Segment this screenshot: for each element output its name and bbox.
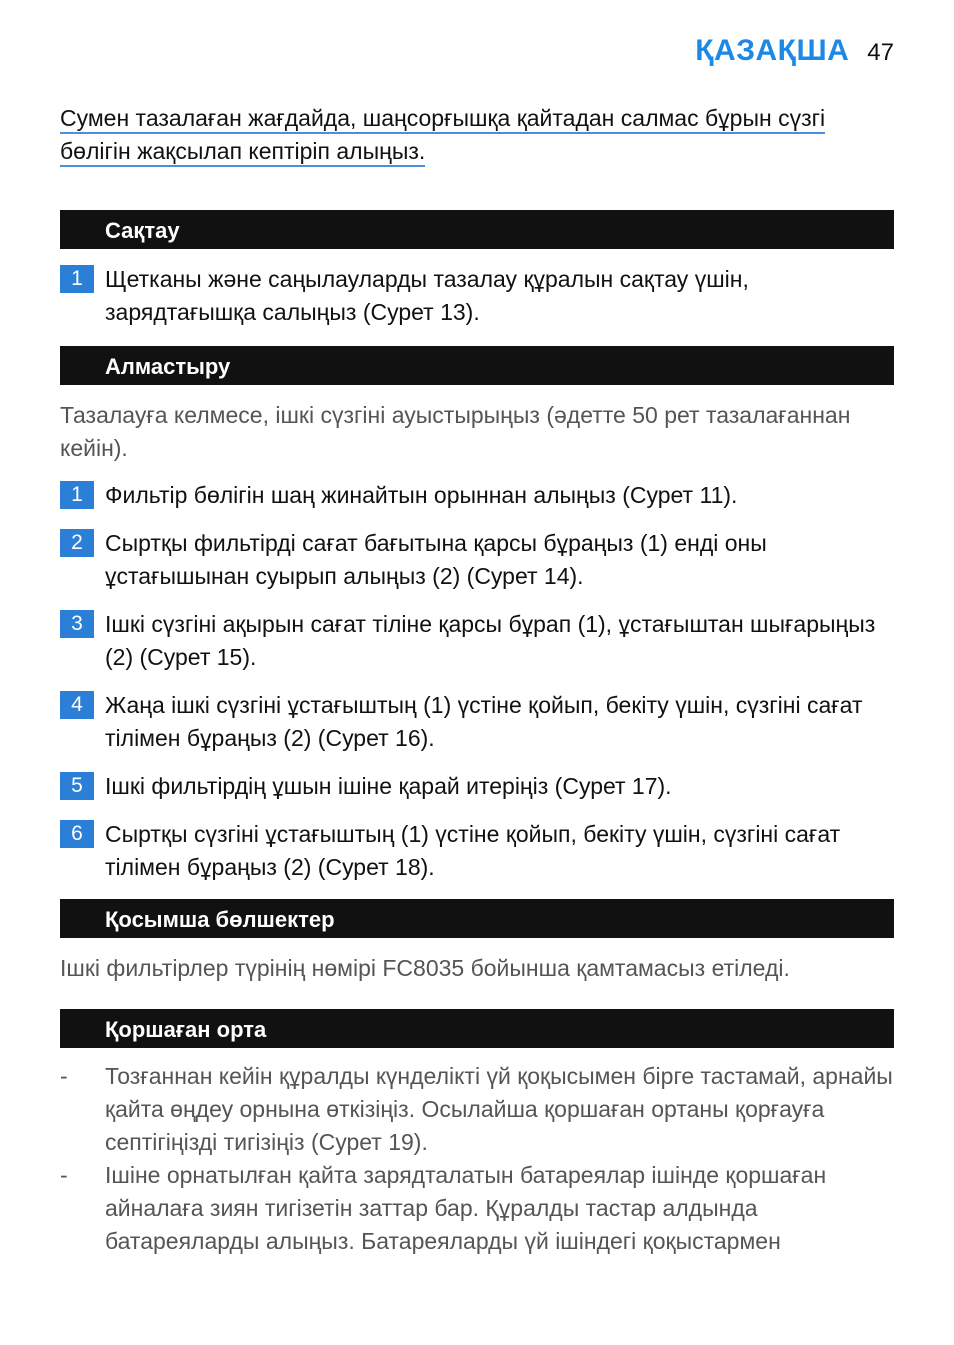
step-text: Фильтір бөлігін шаң жинайтын орыннан алыңыз (Сурет 11). <box>105 482 738 508</box>
step-number-badge: 3 <box>60 610 94 638</box>
storage-steps <box>60 263 894 329</box>
step-text: Сыртқы фильтірді сағат бағытына қарсы бұраңыз (1) енді оны ұстағышынан суырып алыңыз (2) (Сурет 14). <box>105 530 767 589</box>
replacement-steps <box>60 479 894 884</box>
step-text: Щетканы және саңылауларды тазалау құралын сақтау үшін, зарядтағышқа салыңыз (Сурет 13). <box>105 266 749 325</box>
storage-step <box>60 263 894 329</box>
section-storage-heading: Сақтау <box>60 210 894 249</box>
page-header <box>695 34 894 68</box>
section-environment-heading: Қоршаған орта <box>60 1009 894 1048</box>
page-content <box>60 102 894 1258</box>
replacement-step <box>60 770 894 803</box>
accessories-text: Ішкі фильтірлер түрінің нөмірі FC8035 бойынша қамтамасыз етіледі. <box>60 955 790 981</box>
section-replacement-heading: Алмастыру <box>60 346 894 385</box>
section-accessories-heading: Қосымша бөлшектер <box>60 899 894 938</box>
step-number-badge: 5 <box>60 772 94 800</box>
drying-tip-text: Сумен тазалаған жағдайда, шаңсорғышқа қайтадан салмас бұрын сүзгі бөлігін жақсылап кептіріп алыңыз. <box>60 105 825 167</box>
step-text: Сыртқы сүзгіні ұстағыштың (1) үстіне қойып, бекіту үшін, сүзгіні сағат тілімен бұраңыз (2) (Сурет 18). <box>105 821 841 880</box>
step-text: Ішкі фильтірдің ұшын ішіне қарай итеріңіз (Сурет 17). <box>105 773 672 799</box>
step-number-badge: 1 <box>60 481 94 509</box>
replacement-step <box>60 689 894 755</box>
list-item-text: Тозғаннан кейін құралды күнделікті үй қоқысымен бірге тастамай, арнайы қайта өңдеу орнына өткізіңіз. Осылайша қоршаған ортаны қорғауға септігіңізді тигізіңіз (Сурет 19). <box>105 1063 893 1155</box>
step-text: Ішкі сүзгіні ақырын сағат тіліне қарсы бұрап (1), ұстағыштан шығарыңыз (2) (Сурет 15). <box>105 611 876 670</box>
bullet-dash: - <box>60 1063 68 1089</box>
step-text: Жаңа ішкі сүзгіні ұстағыштың (1) үстіне қойып, бекіту үшін, сүзгіні сағат тілімен бұраңыз (2) (Сурет 16). <box>105 692 863 751</box>
list-item-text: Ішіне орнатылған қайта зарядталатын батареялар ішінде қоршаған айналаға зиян тигізетін заттар бар. Құралды тастар алдында батареяларды алыңыз. Батареяларды үй ішіндегі қоқыстармен <box>105 1162 827 1254</box>
bullet-dash: - <box>60 1162 68 1188</box>
step-number-badge: 4 <box>60 691 94 719</box>
environment-list <box>60 1060 894 1258</box>
list-item <box>60 1159 894 1258</box>
replacement-step <box>60 479 894 512</box>
replacement-step <box>60 527 894 593</box>
page-number: 47 <box>867 39 894 66</box>
step-number-badge: 6 <box>60 820 94 848</box>
language-title: ҚАЗАҚША <box>695 34 850 67</box>
step-number-badge: 1 <box>60 265 94 293</box>
drying-tip <box>60 102 894 168</box>
replacement-step <box>60 608 894 674</box>
step-number-badge: 2 <box>60 529 94 557</box>
list-item <box>60 1060 894 1159</box>
replacement-intro: Тазалауға келмесе, ішкі сүзгіні ауыстырыңыз (әдетте 50 рет тазалағаннан кейін). <box>60 402 851 461</box>
replacement-step <box>60 818 894 884</box>
